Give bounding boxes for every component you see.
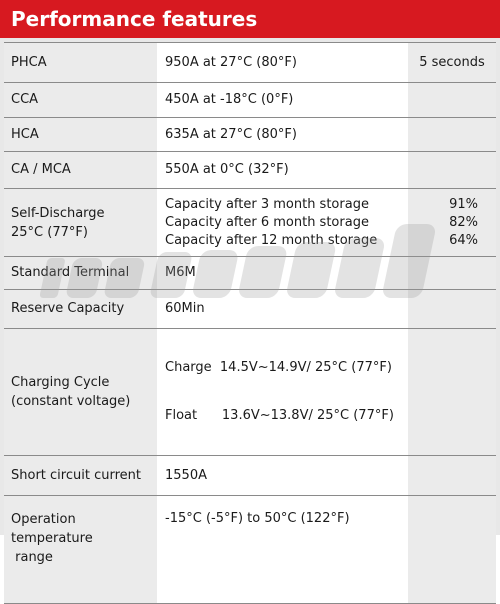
spec-row-charging-cycle [4, 329, 496, 456]
spec-value: 1550A [157, 456, 408, 496]
spec-label: CCA [4, 83, 157, 118]
spec-row-self-discharge [4, 189, 496, 257]
spec-extra [408, 257, 496, 290]
spec-value: Charge 14.5V~14.9V/ 25°C (77°F) Float 13.6V~13.8V/ 25°C (77°F) [157, 329, 408, 456]
spec-value: M6M [157, 257, 408, 290]
spec-extra: 91% 82% 64% [408, 189, 496, 257]
spec-label: Charging Cycle (constant voltage) [4, 329, 157, 456]
spec-extra [408, 329, 496, 456]
spec-row-short-circuit [4, 456, 496, 496]
spec-label: Reserve Capacity [4, 290, 157, 329]
spec-row-cca [4, 83, 496, 118]
spec-label: HCA [4, 118, 157, 152]
spec-value: 635A at 27°C (80°F) [157, 118, 408, 152]
spec-row-ca-mca [4, 152, 496, 189]
spec-row-standard-terminal [4, 257, 496, 290]
spec-extra [408, 83, 496, 118]
spec-value: 450A at -18°C (0°F) [157, 83, 408, 118]
spec-label: Short circuit current [4, 456, 157, 496]
spec-value: 950A at 27°C (80°F) [157, 43, 408, 83]
spec-row-reserve-capacity [4, 290, 496, 329]
spec-row-operation-temperature [4, 496, 496, 604]
section-title: Performance features [11, 7, 258, 31]
spec-label: Standard Terminal [4, 257, 157, 290]
spec-value: -15°C (-5°F) to 50°C (122°F) [157, 496, 408, 604]
spec-row-phca [4, 43, 496, 83]
spec-label: CA / MCA [4, 152, 157, 189]
spec-value: Capacity after 3 month storage Capacity after 6 month storage Capacity after 12 month storage [157, 189, 408, 257]
spec-extra [408, 118, 496, 152]
section-header [0, 0, 500, 38]
spec-extra [408, 496, 496, 604]
spec-table [4, 42, 496, 604]
spec-label: PHCA [4, 43, 157, 83]
spec-label: Self-Discharge 25°C (77°F) [4, 189, 157, 257]
spec-extra [408, 456, 496, 496]
right-border [496, 42, 500, 535]
spec-extra [408, 152, 496, 189]
spec-label: Operation temperature range [4, 496, 157, 604]
spec-value: 60Min [157, 290, 408, 329]
spec-extra: 5 seconds [408, 43, 496, 83]
spec-extra [408, 290, 496, 329]
spec-row-hca [4, 118, 496, 152]
spec-value: 550A at 0°C (32°F) [157, 152, 408, 189]
